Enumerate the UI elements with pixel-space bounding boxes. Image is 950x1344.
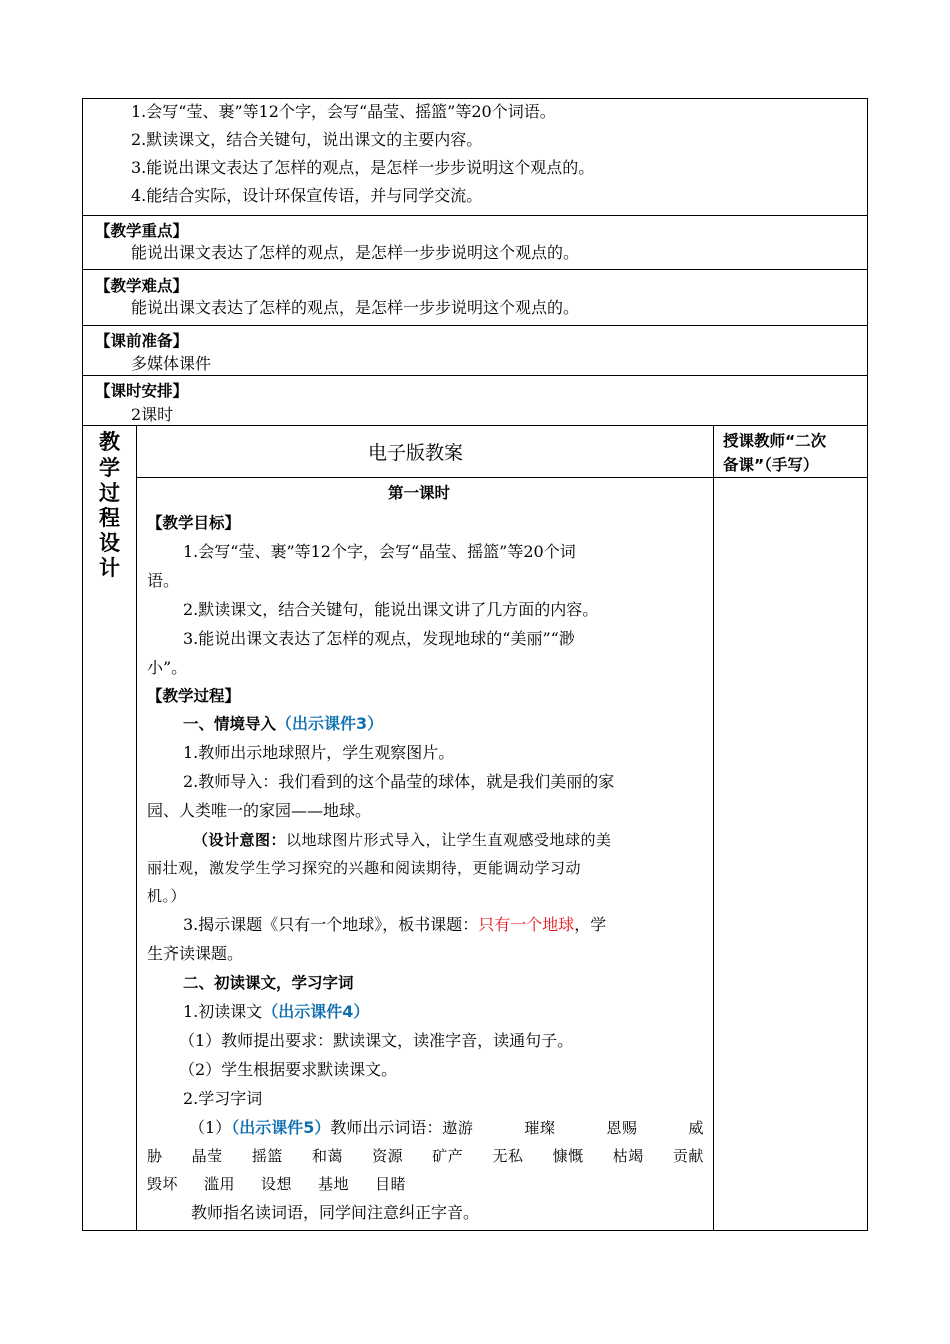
goal1-line2: 语。 bbox=[147, 571, 180, 590]
step2-p2: 2.学习字词 bbox=[183, 1089, 263, 1108]
step2-p2-a-num: （1） bbox=[189, 1118, 232, 1137]
goal-item: 2.默读课文，结合关键句，说出课文的主要内容。 bbox=[131, 130, 483, 149]
step1-title: 一、情境导入 bbox=[183, 715, 277, 733]
step1-heading bbox=[183, 714, 383, 734]
key-point-section bbox=[82, 215, 868, 270]
divider bbox=[136, 477, 867, 478]
goal-item: 3.能说出课文表达了怎样的观点，是怎样一步步说明这个观点的。 bbox=[131, 158, 595, 177]
header-side-line1: 授课教师“二次 bbox=[723, 432, 827, 450]
step2-p2-a-text: 教师出示词语： bbox=[330, 1118, 443, 1137]
difficulty-label: 【教学难点】 bbox=[95, 277, 189, 295]
word: 胁 bbox=[147, 1147, 163, 1165]
key-point-label: 【教学重点】 bbox=[95, 222, 189, 240]
side-label-char: 过 bbox=[99, 481, 120, 505]
word: 晶莹 bbox=[191, 1147, 223, 1165]
preparation-text: 多媒体课件 bbox=[131, 354, 212, 373]
side-label-char: 教 bbox=[99, 430, 120, 454]
word: 遨游 bbox=[442, 1119, 474, 1137]
design-intent-line3: 机。） bbox=[147, 887, 187, 905]
board-title: 只有一个地球 bbox=[478, 915, 575, 934]
process-label: 【教学过程】 bbox=[147, 687, 241, 705]
step1-p3-post: ，学 bbox=[574, 915, 607, 934]
side-label-char: 程 bbox=[99, 506, 120, 530]
schedule-text: 2课时 bbox=[131, 405, 174, 424]
goals-section bbox=[82, 98, 868, 216]
divider bbox=[136, 426, 137, 1230]
word: 资源 bbox=[372, 1147, 404, 1165]
word-list-line3 bbox=[147, 1174, 406, 1194]
key-point-text: 能说出课文表达了怎样的观点，是怎样一步步说明这个观点的。 bbox=[131, 243, 580, 262]
step1-p3-line2: 生齐读课题。 bbox=[147, 944, 244, 963]
step2-p1 bbox=[183, 1002, 369, 1022]
word: 基地 bbox=[318, 1175, 350, 1193]
goal-item: 4.能结合实际，设计环保宣传语，并与同学交流。 bbox=[131, 186, 483, 205]
difficulty-section bbox=[82, 269, 868, 326]
word: 慷慨 bbox=[552, 1147, 584, 1165]
word: 枯竭 bbox=[612, 1147, 644, 1165]
courseware-tag: （出示课件5） bbox=[231, 1118, 331, 1137]
step1-p2-line1: 2.教师导入：我们看到的这个晶莹的球体，就是我们美丽的家 bbox=[183, 772, 615, 791]
step2-p2-a-intro bbox=[189, 1118, 473, 1138]
preparation-label: 【课前准备】 bbox=[95, 332, 189, 350]
schedule-label: 【课时安排】 bbox=[95, 382, 189, 400]
process-table bbox=[82, 425, 868, 1231]
design-intent-line2: 丽壮观，激发学生学习探究的兴趣和阅读期待，更能调动学习动 bbox=[147, 859, 582, 877]
goals-label: 【教学目标】 bbox=[147, 514, 241, 532]
word: 贡献 bbox=[672, 1147, 704, 1165]
step2-p2-b: 教师指名读词语，同学间注意纠正字音。 bbox=[191, 1203, 480, 1222]
lesson-title: 第一课时 bbox=[388, 484, 451, 502]
word: 恩赐 bbox=[606, 1119, 638, 1137]
side-label-char: 学 bbox=[99, 456, 120, 480]
step2-p1-b: （2）学生根据要求默读课文。 bbox=[179, 1060, 398, 1079]
word: 毁坏 bbox=[147, 1175, 179, 1193]
header-side-line2: 备课”（手写） bbox=[723, 456, 819, 474]
step2-p1-text: 1.初读课文 bbox=[183, 1002, 263, 1021]
word: 无私 bbox=[492, 1147, 524, 1165]
intent-label: （设计意图： bbox=[193, 831, 287, 849]
courseware-tag: （出示课件4） bbox=[262, 1002, 370, 1021]
preparation-section bbox=[82, 325, 868, 376]
goal1-line1: 1.会写“莹、裹”等12个字，会写“晶莹、摇篮”等20个词 bbox=[183, 542, 576, 561]
step1-p3-line1 bbox=[183, 915, 606, 935]
step2-title: 二、初读课文，学习字词 bbox=[183, 974, 354, 992]
word: 矿产 bbox=[432, 1147, 464, 1165]
difficulty-text: 能说出课文表达了怎样的观点，是怎样一步步说明这个观点的。 bbox=[131, 298, 580, 317]
schedule-section bbox=[82, 375, 868, 426]
word: 璀璨 bbox=[524, 1119, 556, 1137]
word: 威 bbox=[688, 1119, 704, 1137]
word-list-line2 bbox=[147, 1146, 704, 1166]
step2-p2-a bbox=[189, 1118, 704, 1138]
goal-item: 1.会写“莹、裹”等12个字，会写“晶莹、摇篮”等20个词语。 bbox=[131, 102, 556, 121]
step2-p1-a: （1）教师提出要求：默读课文，读准字音，读通句子。 bbox=[179, 1031, 574, 1050]
intent-text: 以地球图片形式导入，让学生直观感受地球的美 bbox=[286, 831, 612, 849]
word: 滥用 bbox=[204, 1175, 236, 1193]
side-label-char: 计 bbox=[99, 556, 120, 580]
step1-p2-line2: 园、人类唯一的家园——地球。 bbox=[147, 801, 372, 820]
goal3-line1: 3.能说出课文表达了怎样的观点，发现地球的“美丽”“渺 bbox=[183, 629, 575, 648]
word: 设想 bbox=[261, 1175, 293, 1193]
goal2: 2.默读课文，结合关键句，能说出课文讲了几方面的内容。 bbox=[183, 600, 599, 619]
word: 摇篮 bbox=[251, 1147, 283, 1165]
word: 目睹 bbox=[375, 1175, 407, 1193]
step1-p1: 1.教师出示地球照片，学生观察图片。 bbox=[183, 743, 455, 762]
courseware-tag: （出示课件3） bbox=[276, 714, 384, 733]
design-intent-line1 bbox=[193, 830, 612, 850]
word: 和蔼 bbox=[311, 1147, 343, 1165]
step1-p3-pre: 3.揭示课题《只有一个地球》，板书课题： bbox=[183, 915, 479, 934]
divider bbox=[713, 426, 714, 1230]
goal3-line2: 小”。 bbox=[147, 658, 188, 677]
header-main: 电子版教案 bbox=[368, 442, 464, 464]
side-label-char: 设 bbox=[99, 531, 120, 555]
